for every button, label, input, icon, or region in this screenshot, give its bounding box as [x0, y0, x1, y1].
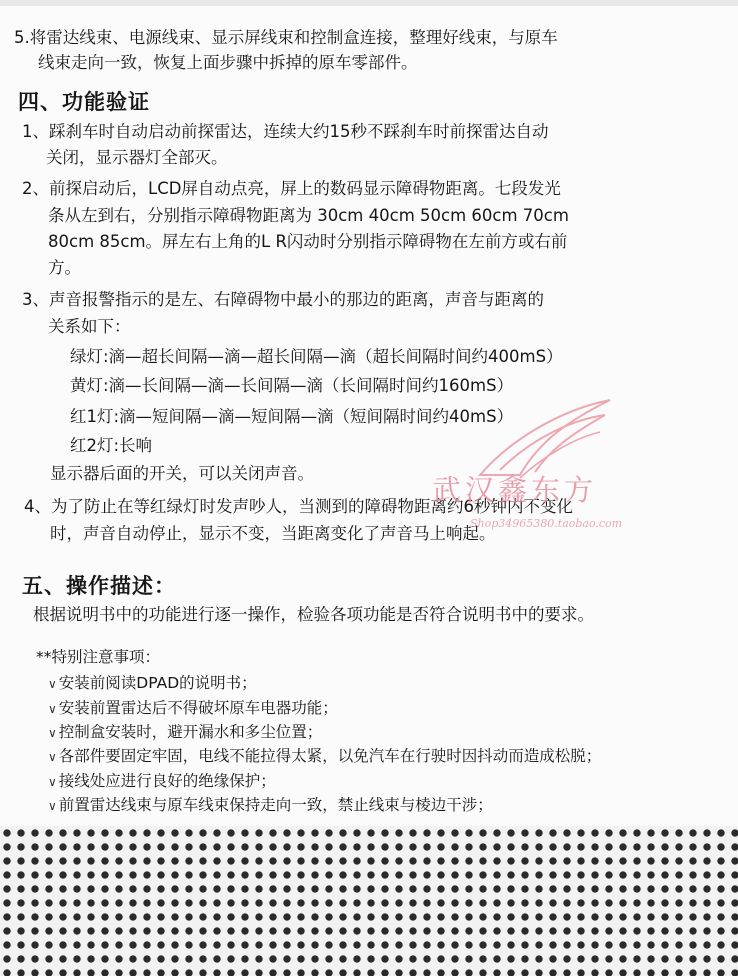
halftone-background-pattern	[0, 826, 738, 976]
switch-note: 显示器后面的开关，可以关闭声音。	[50, 464, 314, 483]
check-tick-icon: ∨	[48, 677, 57, 691]
section4-title: 四、功能验证	[18, 90, 150, 114]
note-item	[48, 771, 276, 792]
section5-body: 根据说明书中的功能进行逐一操作，检验各项功能是否符合说明书中的要求。	[33, 605, 594, 624]
item2-line2: 条从左到右，分别指示障碍物距离为 30cm 40cm 50cm 60cm 70cm	[48, 206, 569, 225]
scan-top-edge	[0, 0, 738, 6]
item3-line2: 关系如下：	[48, 317, 131, 336]
item3-line1: 3、声音报警指示的是左、右障碍物中最小的那边的距离，声音与距离的	[22, 290, 544, 309]
item4-line2: 时，声音自动停止，显示不变，当距离变化了声音马上响起。	[50, 524, 496, 543]
note-item	[48, 698, 338, 719]
note-text: 控制盒安装时，避开漏水和多尘位置；	[58, 723, 323, 741]
section5-title: 五、操作描述：	[22, 574, 176, 598]
watermark-text: 武汉鑫东方	[432, 473, 598, 507]
note-text: 安装前阅读DPAD的说明书；	[58, 674, 257, 692]
check-tick-icon: ∨	[48, 799, 57, 813]
item2-line1: 2、前探启动后，LCD屏自动点亮，屏上的数码显示障碍物距离。七段发光	[22, 179, 561, 198]
item1-line2: 关闭，显示器灯全部灭。	[46, 148, 228, 167]
note-item	[48, 795, 493, 816]
step5-line2: 线束走向一致，恢复上面步骤中拆掉的原车零部件。	[38, 53, 418, 72]
lamp-yellow: 黄灯:滴—长间隔—滴—长间隔—滴（长间隔时间约160mS）	[70, 376, 514, 395]
watermark-url: Shop34965380.taobao.com	[470, 517, 623, 530]
check-tick-icon: ∨	[48, 702, 57, 716]
step5-line1: 5.将雷达线束、电源线束、显示屏线束和控制盒连接，整理好线束，与原车	[14, 28, 558, 47]
check-tick-icon: ∨	[48, 750, 57, 764]
item2-line4: 方。	[48, 258, 81, 277]
note-item	[48, 673, 257, 694]
check-tick-icon: ∨	[48, 726, 57, 740]
item4-line1: 4、为了防止在等红绿灯时发声吵人，当测到的障碍物距离约6秒钟内不变化	[24, 497, 573, 516]
lamp-green: 绿灯:滴—超长间隔—滴—超长间隔—滴（超长间隔时间约400mS）	[70, 347, 563, 366]
note-item	[48, 722, 322, 743]
item1-line1: 1、踩刹车时自动启动前探雷达，连续大约15秒不踩刹车时前探雷达自动	[22, 122, 549, 141]
note-text: 安装前置雷达后不得破坏原车电器功能；	[58, 699, 338, 717]
lamp-red1: 红1灯:滴—短间隔—滴—短间隔—滴（短间隔时间约40mS）	[70, 407, 514, 426]
note-text: 接线处应进行良好的绝缘保护；	[58, 772, 276, 790]
note-text: 各部件要固定牢固，电线不能拉得太紧，以免汽车在行驶时因抖动而造成松脱；	[58, 747, 602, 765]
item2-line3: 80cm 85cm。屏左右上角的L R闪动时分别指示障碍物在左前方或右前	[48, 232, 568, 251]
note-text: 前置雷达线束与原车线束保持走向一致，禁止线束与棱边干涉；	[58, 796, 493, 814]
lamp-red2: 红2灯:长响	[70, 436, 153, 455]
check-tick-icon: ∨	[48, 775, 57, 789]
note-item	[48, 746, 601, 767]
notes-heading: **特别注意事项：	[36, 648, 161, 666]
